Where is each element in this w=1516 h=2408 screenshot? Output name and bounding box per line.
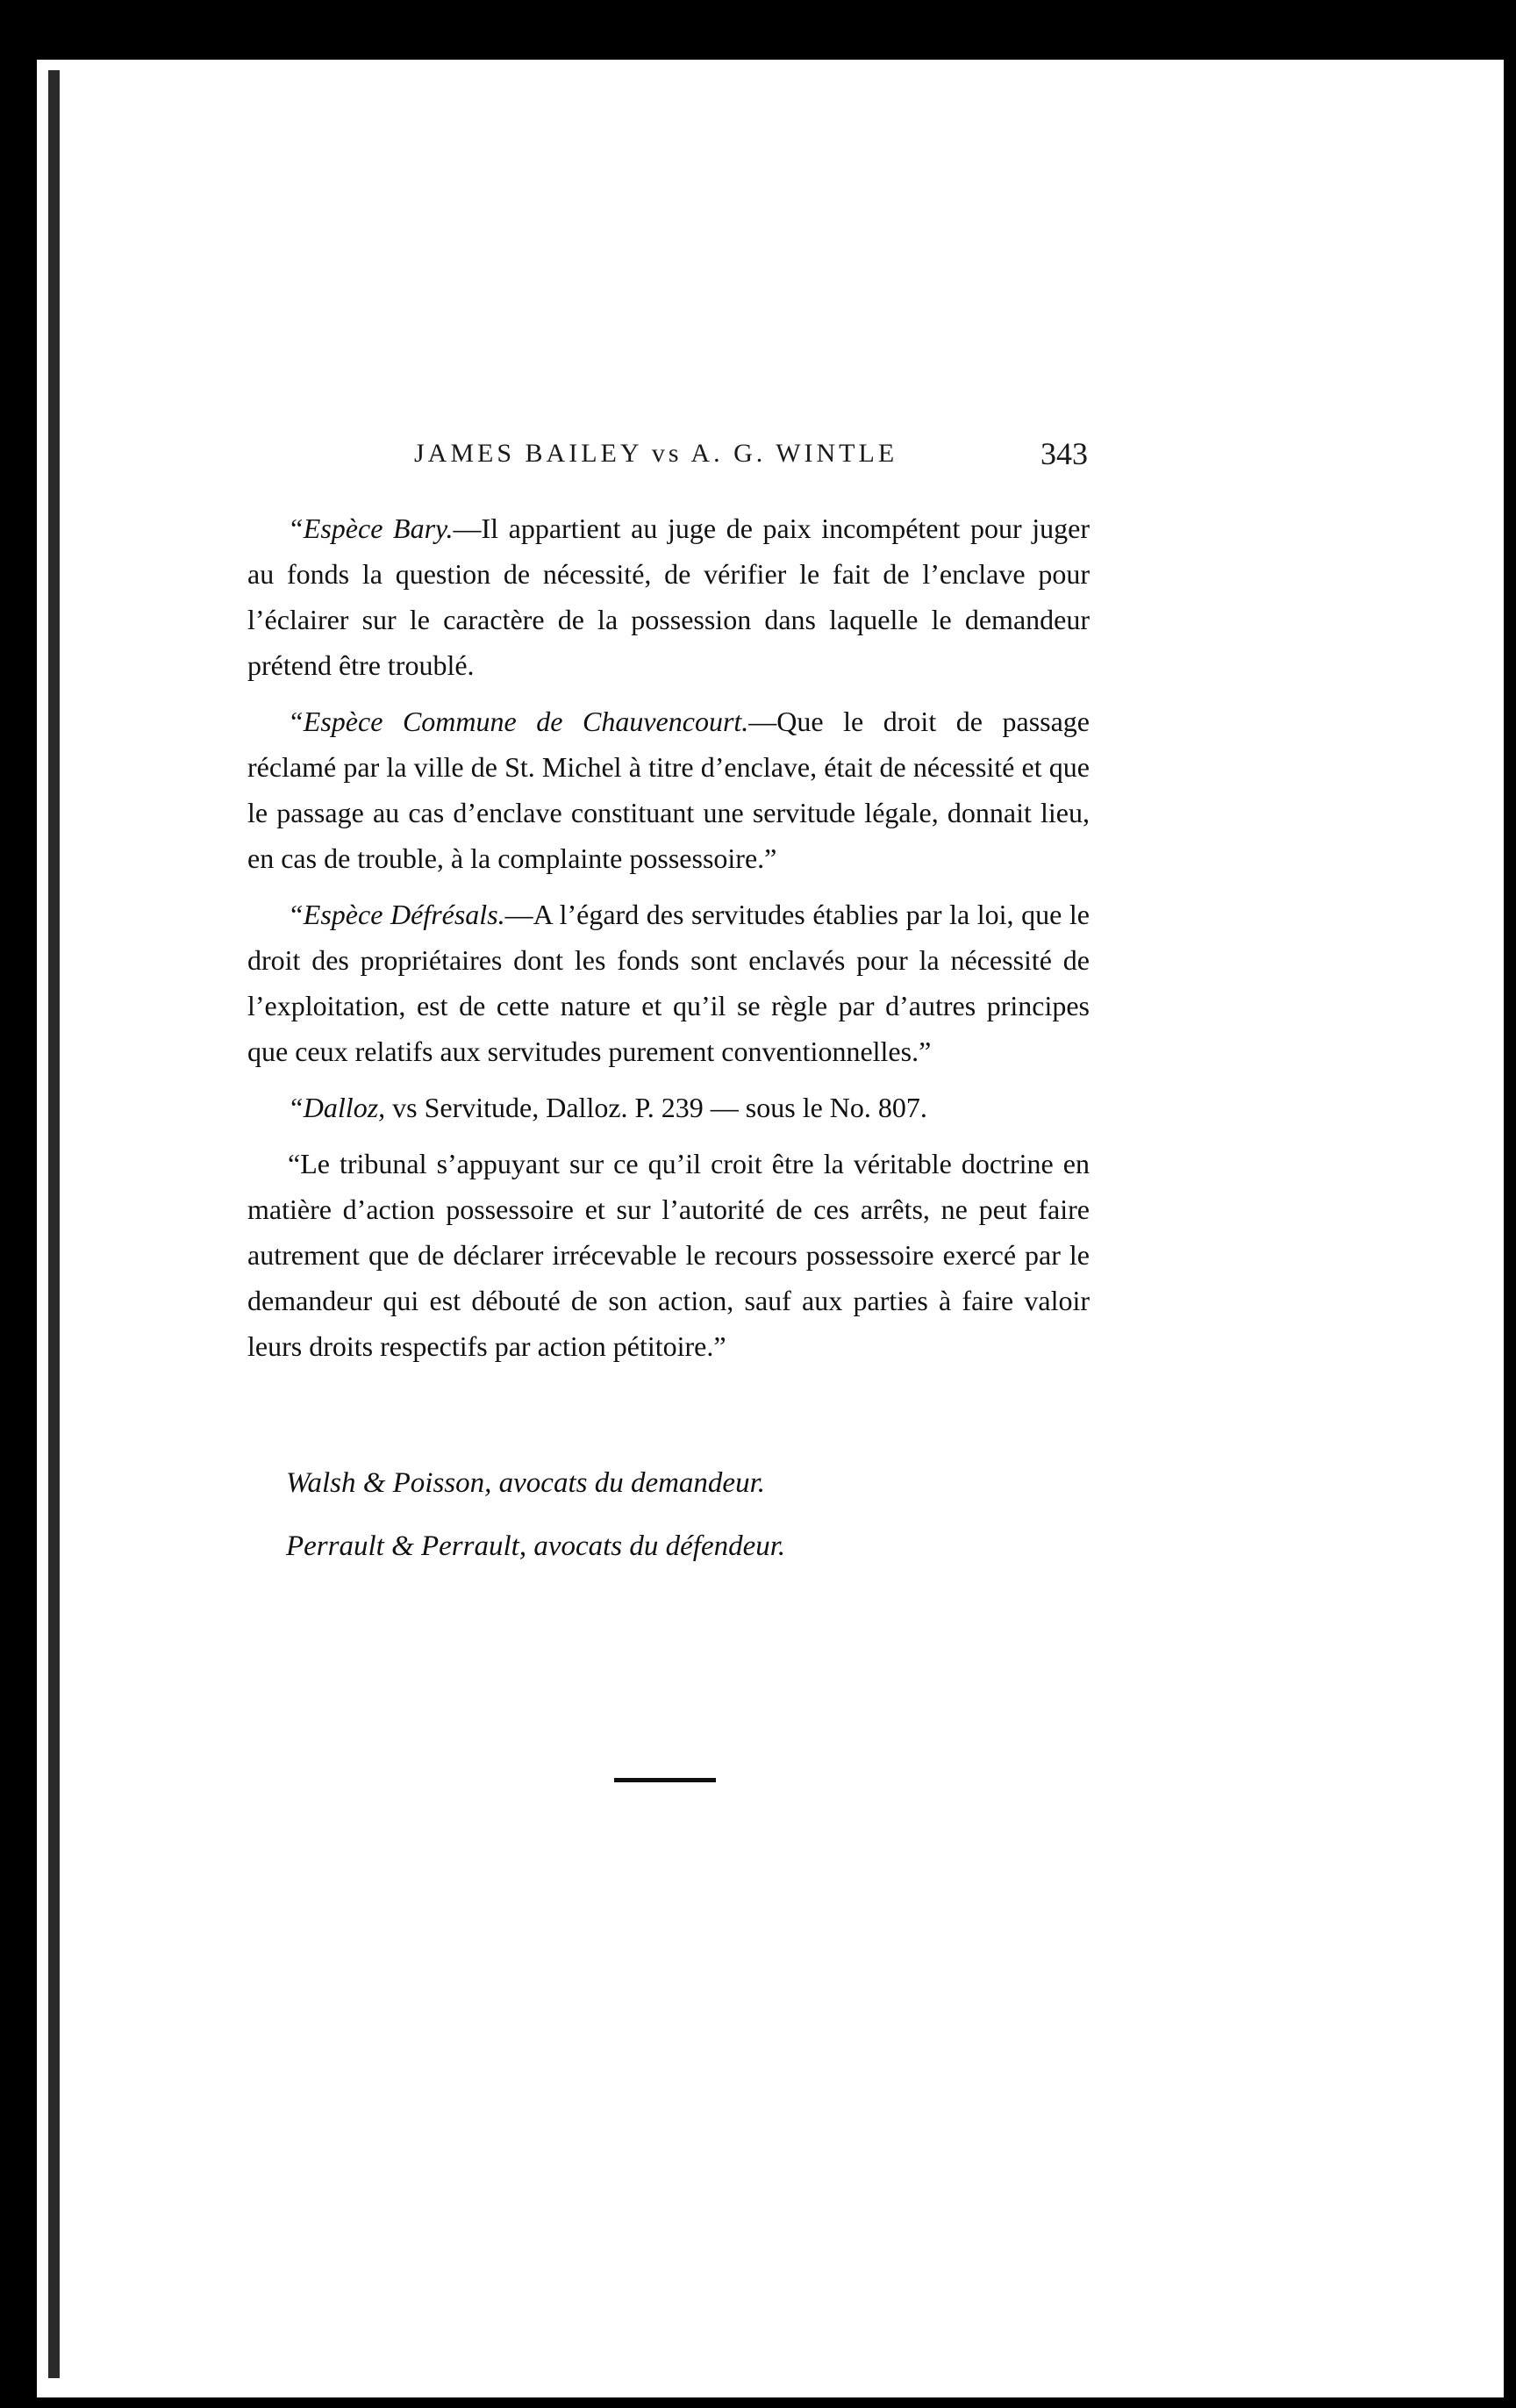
paragraph-body: —Il appartient au juge de paix incompétent pour juger au fonds la question de nécessité, de vérifier le fait de l’enclave pour l’éclairer sur le caractère de la possession dans laquelle le demandeur prétend être troublé. [247, 512, 1091, 681]
paragraph-espece-bary [247, 505, 1090, 688]
paragraph-espece-defresals [247, 892, 1090, 1074]
running-head [414, 435, 1123, 479]
page-binding-edge [48, 70, 60, 2378]
paragraph-judgment [247, 1141, 1090, 1369]
paragraph-body: vs Servitude, Dalloz. P. 239 — sous le No. 807. [385, 1092, 927, 1123]
page-number: 343 [1040, 436, 1088, 471]
paragraph-lead: “Dalloz, [288, 1092, 386, 1123]
paragraph-body: —A l’égard des servitudes établies par la loi, que le droit des propriétaires dont les fonds sont enclavés pour la nécessité de l’exploitation, est de cette nature et qu’il se règle par d’autres principes que ceux relatifs aux servitudes purement conventionnelles.” [247, 899, 1091, 1067]
paragraph-lead: “Espèce Bary. [288, 512, 454, 544]
defendant-counsel-signature: Perrault & Perrault, avocats du défendeur. [286, 1530, 786, 1562]
running-head-title: JAMES BAILEY vs A. G. WINTLE [414, 439, 898, 468]
plaintiff-counsel-signature: Walsh & Poisson, avocats du demandeur. [286, 1467, 766, 1499]
paragraph-body: “Le tribunal s’appuyant sur ce qu’il croit être la véritable doctrine en matière d’action possessoire et sur l’autorité de ces arrêts, ne peut faire autrement que de déclarer irrécevable le recours possessoire exercé par le demandeur qui est débouté de son action, sauf aux parties à faire valoir leurs droits respectifs par action pétitoire.” [247, 1148, 1090, 1362]
end-rule [614, 1778, 716, 1782]
paragraph-espece-chauvencourt [247, 699, 1090, 881]
paragraph-body: —Que le droit de passage réclamé par la ville de St. Michel à titre d’enclave, était de nécessité et que le passage au cas d’enclave constituant une servitude légale, donnait lieu, en cas de trouble, à la complainte possessoire.” [247, 706, 1091, 874]
paragraph-dalloz-citation [247, 1085, 1090, 1130]
body-text [247, 505, 1090, 1380]
paragraph-lead: “Espèce Commune de Chauvencourt. [288, 706, 749, 737]
paragraph-lead: “Espèce Défrésals. [288, 899, 505, 930]
